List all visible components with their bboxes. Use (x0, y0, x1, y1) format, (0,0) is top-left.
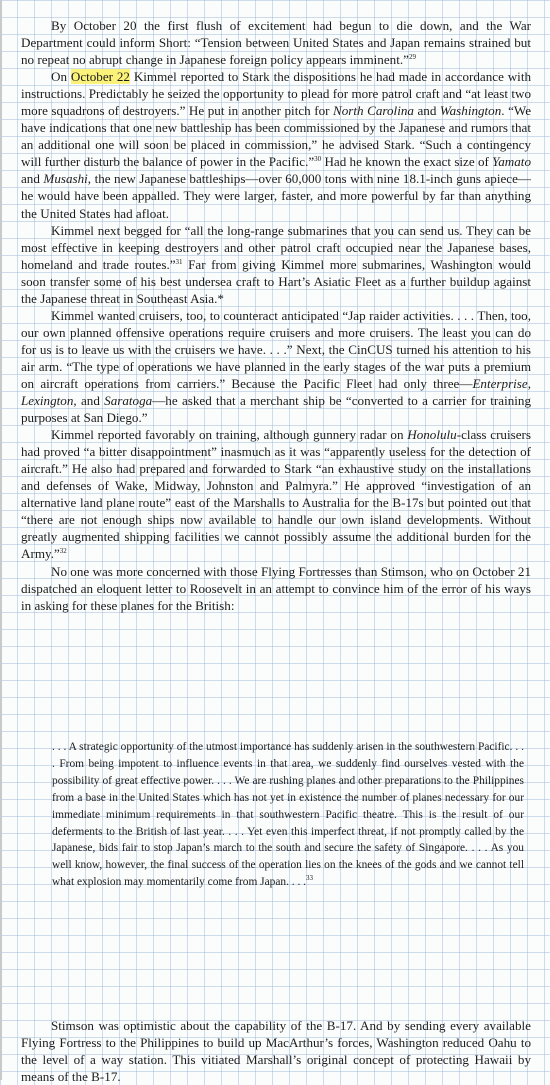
ship-name: Saratoga (104, 393, 153, 409)
paragraph-4: Kimmel wanted cruisers, too, to counteract anticipated “Jap raider activities. . . . Then, too, our own planned offensive operations require cruisers and more cruisers. The least you can do for us is to leave us with the cruisers we have. . . .” Next, the CinCUS turned his attention to his air arm. “The type of operations we have planned in the early stages of the war puts a premium on aircraft operations from carriers.” Because the Pacific Fleet had only three—Enterprise, Lexington, and Saratoga—he asked that a merchant ship be “converted to a carrier for training purposes at San Diego.” (21, 307, 532, 426)
block-quote: . . . A strategic opportunity of the utmost importance has suddenly arisen in the southwestern Pacific. . . . From being impotent to influence events in that area, we suddenly find ourselves vested with the possibility of great effective power. . . . We are rushing planes and other preparations to the Philippines from a base in the United States which has not yet in existence the number of planes necessary for our immediate minimum requirements in that southwestern Pacific theatre. This is the result of our deferments to the British of last year. . . . Yet even this imperfect threat, if not promptly called by the Japanese, bids fair to stop Japan’s march to the south and secure the safety of Singapore. . . . As you well know, however, the final success of the operation lies on the knees of the gods and we cannot tell what explosion may momentarily come from Japan. . . .$^{33}$ (52, 741, 524, 889)
ship-name: Washington (439, 103, 502, 119)
footnote-ref-31: 31 (175, 257, 183, 266)
footnote-ref-32: 32 (59, 547, 67, 556)
ship-name: Musashi (43, 171, 88, 187)
main-body-text (21, 17, 531, 614)
footnote-ref-30: 30 (314, 155, 322, 164)
paragraph-3: Kimmel next begged for “all the long-range submarines that you can send us. They can be most effective in keeping destroyers and other patrol craft occupied near the Japanese bases, homeland and trade routes.”$^{31}$ Far from giving Kimmel more submarines, Washington would soon transfer some of his best undersea craft to Hart’s Asiatic Fleet as a further buildup against the Japanese threat in Southeast Asia.* (21, 222, 531, 306)
ship-name: North Carolina (333, 103, 414, 119)
paragraph-5: Kimmel reported favorably on training, although gunnery radar on Honolulu-class cruisers had proved “a bitter disappointment” inasmuch as it was “apparently useless for the detection of aircraft.” He also had prepared and forwarded to Stark “an exhaustive study on the installations and defenses of Wake, Midway, Johnston and Palmyra.” He approved “investigation of an alternative land plane route” east of the Marshalls to Australia for the B-17s but pointed out that “there are not enough ships now available to handle our own island developments. Without greatly augmented shipping facilities we cannot possibly assume the additional burden for the Army.”$^{32}$ (21, 427, 531, 562)
footnote-ref-29: 29 (408, 53, 416, 62)
paragraph-1: By October 20 the first flush of excitement had begun to die down, and the War Department could inform Short: “Tension between United States and Japan remains strained but no repeat no abrupt change in Japanese foreign policy appears imminent.”$^{29}$ (21, 18, 531, 68)
ship-names: Enterprise, Lexington, (21, 375, 531, 409)
paragraph-2: On October 22 Kimmel reported to Stark the dispositions he had made in accordance with instructions. Predictably he seized the opportunity to plead for more patrol craft and “at least two more squadrons of destroyers.” He put in another pitch for North Carolina and Washington. “We have indications that one new battleship has been commissioned by the Japanese and rumors that an additional one will soon be placed in commission,” he advised Stark. “Such a contingency will further disturb the balance of power in the Pacific.”$^{30}$ Had he known the exact size of Yamato and Musashi, the new Japanese battleships—over 60,000 tons with nine 18.1-inch guns apiece—he would have been appalled. They were larger, faster, and more powerful by far than anything the United States had afloat. (21, 69, 532, 221)
highlighted-date: October 22 (70, 69, 130, 85)
ship-name: Honolulu (407, 427, 457, 443)
paragraph-7: Stimson was optimistic about the capability of the B-17. And by sending every available Flying Fortress to the Philippines to build up MacArthur’s forces, Washington reduced Oahu to the level of a way station. This vitiated Marshall’s original concept of protecting Hawaii by means of the B-17. (21, 1018, 531, 1085)
paragraph-6: No one was more concerned with those Flying Fortresses than Stimson, who on October 21 dispatched an eloquent letter to Roosevelt in an attempt to convince him of the error of his ways in asking for these planes for the British: (21, 563, 531, 613)
closing-body-text (21, 1017, 531, 1085)
ship-name: Yamato (492, 154, 531, 170)
footnote-ref-33: 33 (306, 874, 314, 883)
